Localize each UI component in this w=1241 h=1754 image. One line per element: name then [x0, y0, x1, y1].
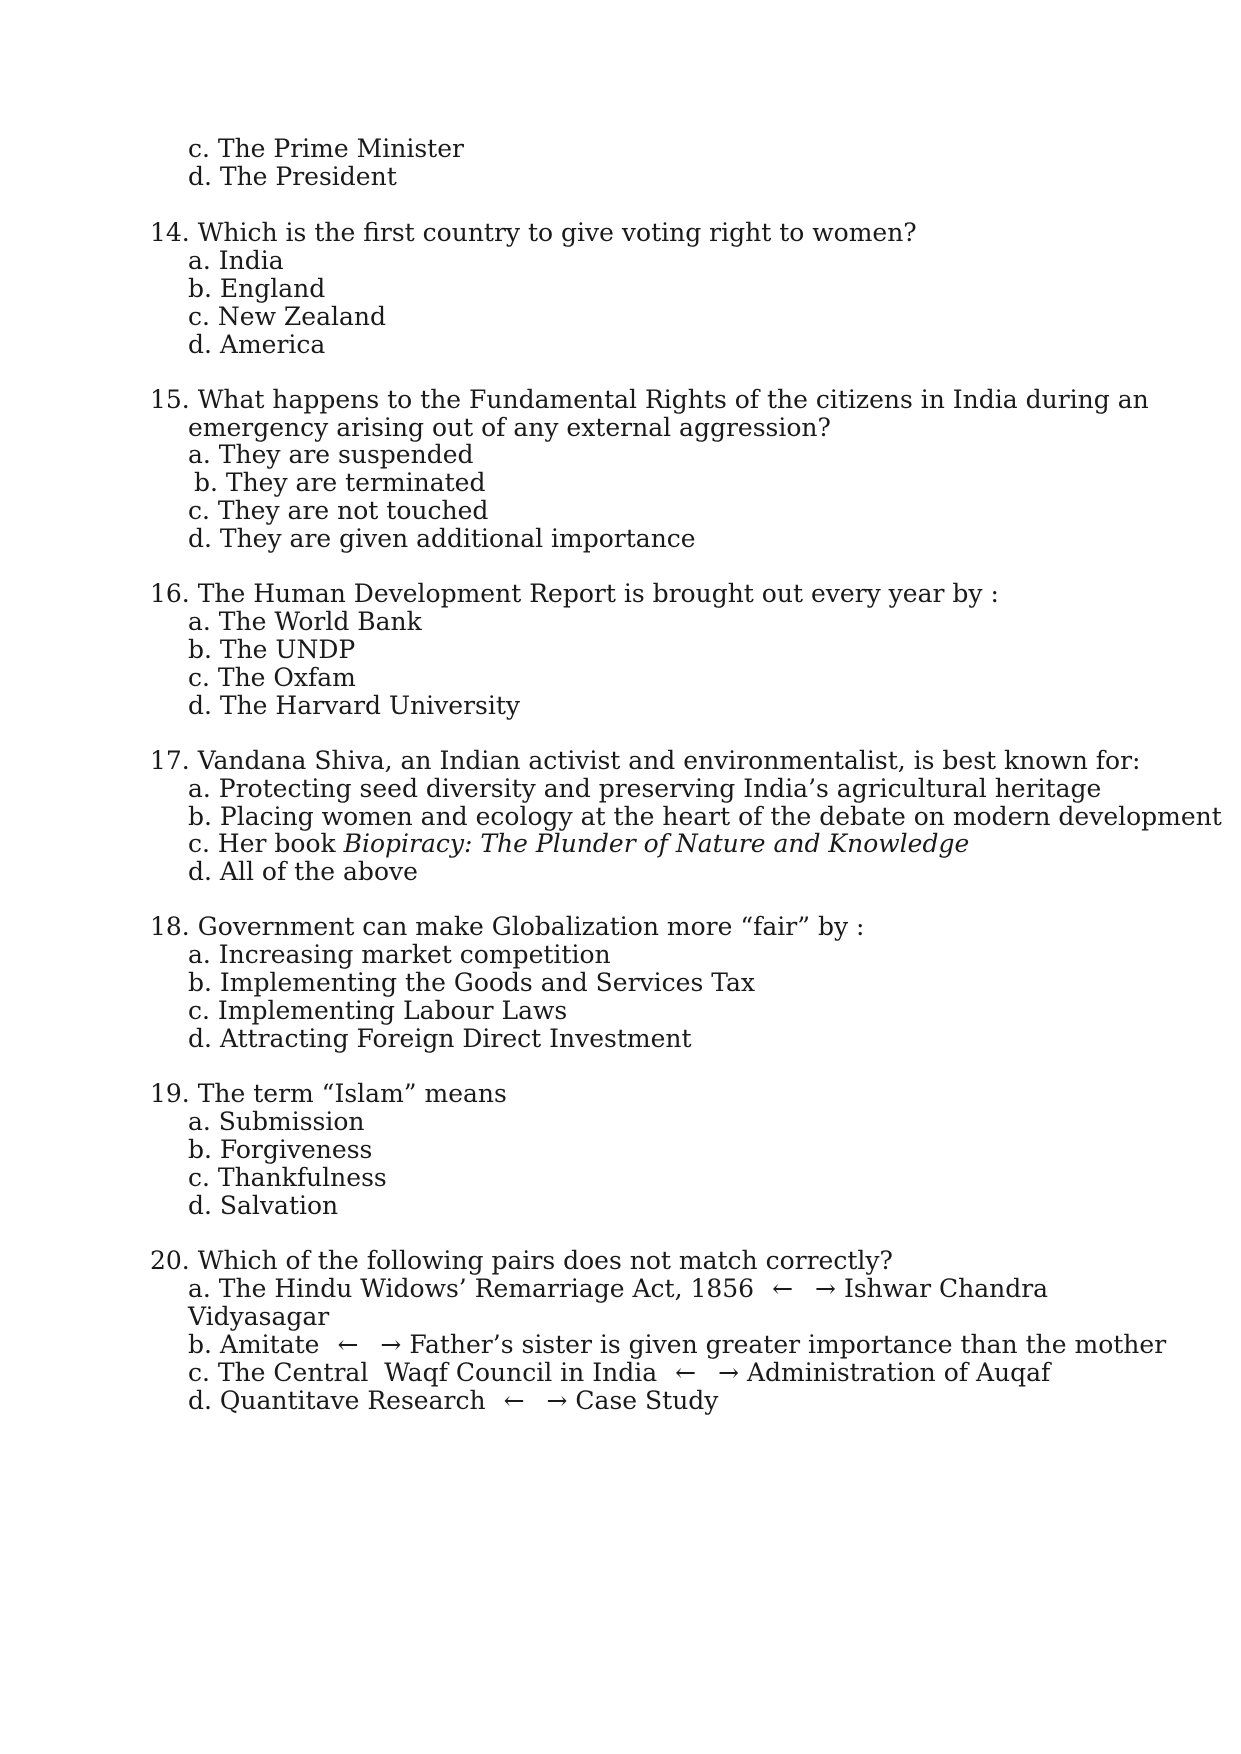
pair-c-q20 [188, 1357, 1050, 1388]
pair-left: a. The Hindu Widows’ Remarriage Act, 1856 [188, 1274, 755, 1303]
option-a-q18: a. Increasing market competition [188, 940, 611, 969]
pair-a-q20-continued: Vidyasagar [188, 1302, 330, 1331]
option-c-q19: c. Thankfulness [188, 1163, 387, 1192]
arrow-left-icon: ← [675, 1358, 697, 1387]
option-d-q15: d. They are given additional importance [188, 524, 696, 553]
pair-right: Ishwar Chandra [843, 1274, 1049, 1303]
question-number: 14. [150, 218, 190, 247]
question-text: The Human Development Report is brought out every year by : [197, 579, 999, 608]
arrow-left-icon: ← [772, 1274, 794, 1303]
arrow-right-icon: → [380, 1330, 402, 1359]
option-d-q14: d. America [188, 330, 326, 359]
question-text: Vandana Shiva, an Indian activist and environmentalist, is best known for: [197, 746, 1141, 775]
option-c-q17 [188, 828, 969, 859]
option-d-q16: d. The Harvard University [188, 691, 521, 720]
question-15 [150, 384, 1149, 415]
question-17 [150, 745, 1140, 776]
option-a-q14: a. India [188, 246, 284, 275]
question-14 [150, 217, 917, 248]
arrow-left-icon: ← [503, 1386, 525, 1415]
pair-left: d. Quantitave Research [188, 1386, 486, 1415]
option-d-q13: d. The President [188, 162, 397, 191]
option-b-q14: b. England [188, 274, 326, 303]
option-a-q16: a. The World Bank [188, 607, 422, 636]
option-c-q15: c. They are not touched [188, 496, 489, 525]
option-d-q17: d. All of the above [188, 857, 418, 886]
book-title: Biopiracy: The Plunder of Nature and Knowledge [343, 829, 970, 858]
option-d-q18: d. Attracting Foreign Direct Investment [188, 1024, 692, 1053]
arrow-right-icon: → [815, 1274, 836, 1303]
pair-a-q20 [188, 1273, 1048, 1304]
question-16 [150, 578, 999, 609]
question-number: 18. [150, 912, 190, 941]
option-a-q19: a. Submission [188, 1107, 365, 1136]
pair-right: Case Study [575, 1386, 719, 1415]
question-text: The term “Islam” means [197, 1079, 507, 1108]
pair-b-q20 [188, 1329, 1166, 1360]
question-18 [150, 911, 864, 942]
option-a-q15: a. They are suspended [188, 440, 474, 469]
arrow-right-icon: → [718, 1358, 740, 1387]
question-number: 15. [150, 385, 190, 414]
pair-left: c. The Central Waqf Council in India [188, 1358, 658, 1387]
option-a-q17: a. Protecting seed diversity and preserving India’s agricultural heritage [188, 774, 1102, 803]
question-text: Which is the first country to give voting right to women? [197, 218, 917, 247]
option-c-q14: c. New Zealand [188, 302, 386, 331]
question-19 [150, 1078, 507, 1109]
option-b-q16: b. The UNDP [188, 635, 356, 664]
question-text: What happens to the Fundamental Rights of the citizens in India during an [197, 385, 1149, 414]
question-20 [150, 1245, 893, 1276]
pair-d-q20 [188, 1385, 718, 1416]
option-c-q16: c. The Oxfam [188, 663, 356, 692]
option-b-q15: b. They are terminated [194, 468, 486, 497]
question-number: 20. [150, 1246, 190, 1275]
option-d-q19: d. Salvation [188, 1191, 339, 1220]
question-text: Government can make Globalization more “fair” by : [197, 912, 865, 941]
option-c-prefix: c. Her book [188, 829, 344, 858]
pair-left: b. Amitate [188, 1330, 320, 1359]
option-b-q19: b. Forgiveness [188, 1135, 373, 1164]
arrow-right-icon: → [546, 1386, 568, 1415]
option-c-q13: c. The Prime Minister [188, 134, 464, 163]
option-b-q18: b. Implementing the Goods and Services Tax [188, 968, 755, 997]
option-b-q17: b. Placing women and ecology at the heart of the debate on modern development [188, 802, 1222, 831]
arrow-left-icon: ← [337, 1330, 359, 1359]
pair-right: Administration of Auqaf [746, 1358, 1051, 1387]
question-number: 17. [150, 746, 190, 775]
question-15-continued: emergency arising out of any external aggression? [188, 413, 831, 442]
question-text: Which of the following pairs does not match correctly? [197, 1246, 893, 1275]
option-c-q18: c. Implementing Labour Laws [188, 996, 568, 1025]
question-number: 19. [150, 1079, 190, 1108]
pair-right: Father’s sister is given greater importance than the mother [409, 1330, 1167, 1359]
question-number: 16. [150, 579, 190, 608]
